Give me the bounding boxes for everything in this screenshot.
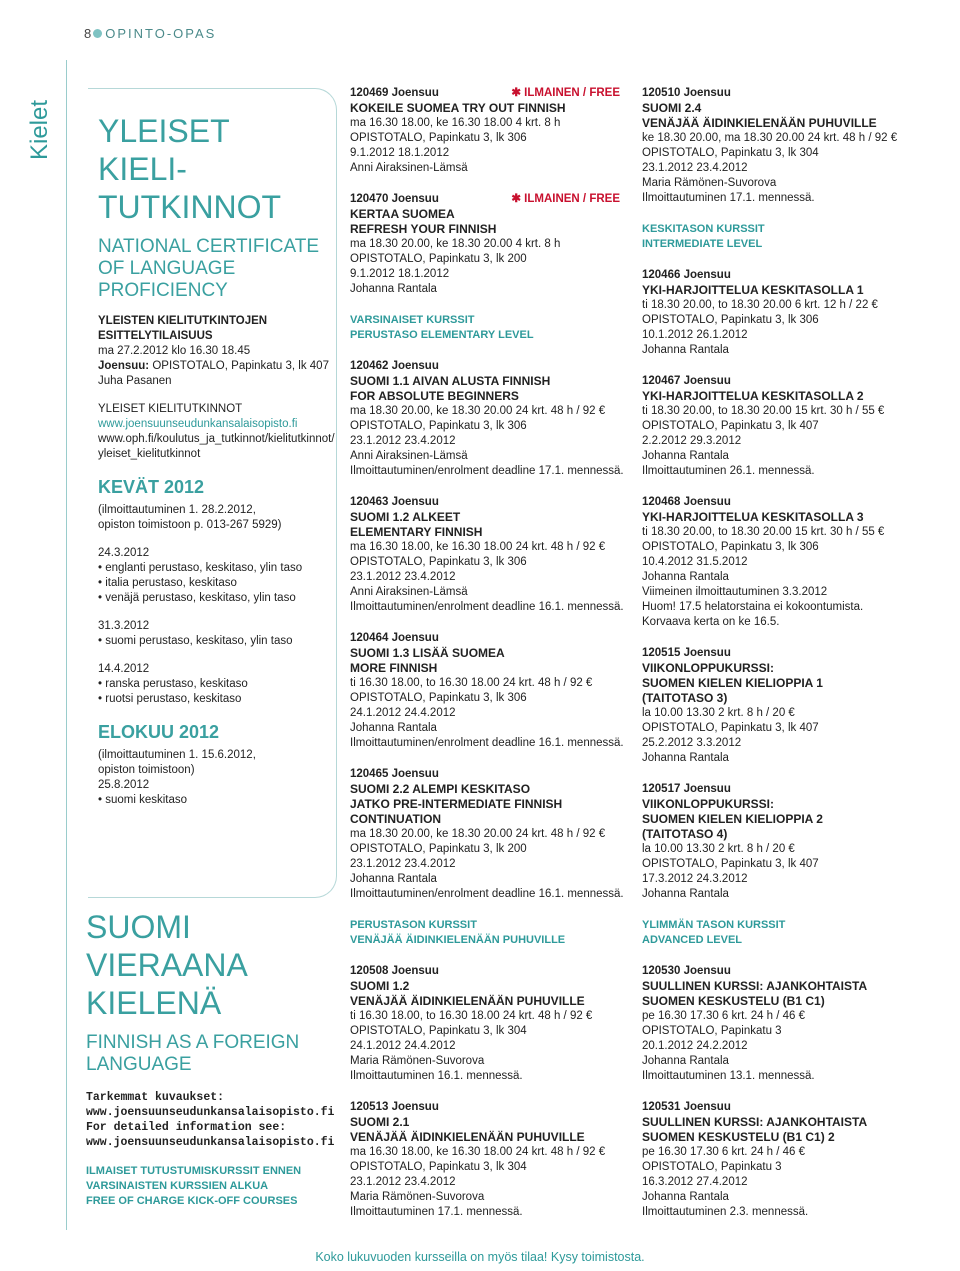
autumn-info: opiston toimistoon) — [98, 764, 195, 776]
course-title: FOR ABSOLUTE BEGINNERS — [350, 389, 519, 403]
course-detail: ti 18.30 20.00, to 18.30 20.00 15 krt. 30 h / 55 € — [642, 405, 885, 417]
category-heading: VARSINAISET KURSSIT — [350, 314, 475, 326]
course-code — [642, 268, 902, 283]
course-code — [350, 631, 620, 646]
free-note: ILMAISET TUTUSTUMISKURSSIT ENNEN — [86, 1165, 302, 1177]
exam-item: • venäjä perustaso, keskitaso, ylin taso — [98, 591, 330, 606]
exam-item: • englanti perustaso, keskitaso, ylin taso — [98, 561, 330, 576]
course-detail: OPISTOTALO, Papinkatu 3, lk 306 — [350, 420, 527, 432]
course-detail: Johanna Rantala — [350, 283, 437, 295]
course-title: SUOMI 2.2 ALEMPI KESKITASO — [350, 782, 531, 796]
course-title: SUOMI 1.2 — [350, 979, 410, 993]
course-detail: OPISTOTALO, Papinkatu 3, lk 407 — [642, 420, 819, 432]
event-place — [98, 359, 330, 374]
free-badge — [511, 192, 620, 207]
course-code — [350, 1100, 620, 1115]
spring-heading: KEVÄT 2012 — [98, 477, 205, 497]
course-detail: ma 18.30 20.00, ke 18.30 20.00 24 krt. 48 h / 92 € — [350, 828, 606, 840]
course-detail: OPISTOTALO, Papinkatu 3, lk 306 — [642, 541, 819, 553]
course-entry — [642, 1100, 902, 1220]
main-title — [98, 112, 330, 226]
side-divider — [66, 60, 67, 1230]
exam-date: 14.4.2012 — [98, 663, 150, 675]
course-title: SUULLINEN KURSSI: AJANKOHTAISTA — [642, 979, 868, 993]
course-detail: Maria Rämönen-Suvorova — [350, 1191, 485, 1203]
link[interactable]: yleiset_kielitutkinnot — [98, 448, 201, 460]
course-detail: ti 16.30 18.00, to 16.30 18.00 24 krt. 48 h / 92 € — [350, 1010, 593, 1022]
category-heading: PERUSTASON KURSSIT — [350, 919, 477, 931]
course-detail: ti 18.30 20.00, to 18.30 20.00 6 krt. 12 h / 22 € — [642, 299, 878, 311]
course-title: VENÄJÄÄ ÄIDINKIELENÄÄN PUHUVILLE — [350, 994, 585, 1008]
course-title: YKI-HARJOITTELUA KESKITASOLLA 3 — [642, 510, 864, 524]
course-entry — [642, 495, 902, 630]
course-code — [642, 782, 902, 797]
category-heading: PERUSTASO ELEMENTARY LEVEL — [350, 329, 534, 341]
course-code-text: 120517 Joensuu — [642, 783, 731, 795]
course-detail: Johanna Rantala — [642, 450, 729, 462]
course-code-text: 120469 Joensuu — [350, 87, 439, 99]
more-info-link[interactable]: www.joensuunseudunkansalaisopisto.fi — [86, 1106, 335, 1119]
event-person: Juha Pasanen — [98, 375, 172, 387]
section-subtitle — [86, 1032, 326, 1076]
course-title: SUOMI 1.2 ALKEET — [350, 510, 461, 524]
course-detail: Anni Airaksinen-Lämsä — [350, 162, 468, 174]
course-detail: ti 18.30 20.00, to 18.30 20.00 15 krt. 30 h / 55 € — [642, 526, 885, 538]
course-code — [350, 86, 620, 101]
title-line: KIELI- — [98, 151, 187, 187]
course-detail: ma 16.30 18.00, ke 16.30 18.00 4 krt. 8 h — [350, 117, 561, 129]
course-detail: 17.3.2012 24.3.2012 — [642, 873, 748, 885]
course-code-text: 120464 Joensuu — [350, 632, 439, 644]
footer-note: Koko lukuvuoden kursseilla on myös tilaa! Kysy toimistosta. — [315, 1250, 645, 1264]
section-title: SUOMI — [86, 909, 191, 945]
course-code-text: 120463 Joensuu — [350, 496, 439, 508]
left-column — [98, 112, 335, 808]
autumn-info: 25.8.2012 — [98, 779, 150, 791]
course-detail: Ilmoittautuminen/enrolment deadline 16.1. mennessä. — [350, 737, 624, 749]
course-entry — [642, 646, 902, 766]
event-place-city: Joensuu: — [98, 360, 150, 372]
subtitle-line: OF LANGUAGE — [98, 258, 236, 279]
subtitle-line: PROFICIENCY — [98, 280, 228, 301]
course-detail: Ilmoittautuminen/enrolment deadline 16.1. mennessä. — [350, 601, 624, 613]
course-detail: OPISTOTALO, Papinkatu 3, lk 200 — [350, 843, 527, 855]
course-detail: 10.1.2012 26.1.2012 — [642, 329, 748, 341]
course-detail: 9.1.2012 18.1.2012 — [350, 147, 450, 159]
subtitle — [98, 236, 330, 302]
header-dot-icon — [93, 29, 102, 38]
course-code-text: 120508 Joensuu — [350, 965, 439, 977]
category-heading: VENÄJÄÄ ÄIDINKIELENÄÄN PUHUVILLE — [350, 934, 566, 946]
free-note: FREE OF CHARGE KICK-OFF COURSES — [86, 1195, 298, 1207]
course-code — [350, 192, 620, 207]
course-code-text: 120531 Joensuu — [642, 1101, 731, 1113]
category-heading: YLIMMÄN TASON KURSSIT — [642, 919, 786, 931]
free-label: ILMAINEN / FREE — [524, 87, 620, 99]
course-title: KOKEILE SUOMEA TRY OUT FINNISH — [350, 101, 566, 115]
page-header — [84, 26, 216, 41]
right-column — [642, 86, 902, 1236]
course-title: (TAITOTASO 4) — [642, 827, 728, 841]
course-detail: Johanna Rantala — [350, 722, 437, 734]
course-detail: OPISTOTALO, Papinkatu 3, lk 306 — [350, 556, 527, 568]
course-detail: ti 16.30 18.00, to 16.30 18.00 24 krt. 48 h / 92 € — [350, 677, 593, 689]
course-detail: pe 16.30 17.30 6 krt. 24 h / 46 € — [642, 1146, 806, 1158]
course-detail: 9.1.2012 18.1.2012 — [350, 268, 450, 280]
exam-item: • ranska perustaso, keskitaso — [98, 677, 330, 692]
course-title: REFRESH YOUR FINNISH — [350, 222, 497, 236]
course-detail: Maria Rämönen-Suvorova — [642, 177, 777, 189]
course-detail: 24.1.2012 24.4.2012 — [350, 707, 456, 719]
course-detail: 23.1.2012 23.4.2012 — [350, 1176, 456, 1188]
course-entry — [642, 374, 902, 479]
course-code-text: 120510 Joensuu — [642, 87, 731, 99]
category-block — [350, 918, 620, 948]
course-detail: pe 16.30 17.30 6 krt. 24 h / 46 € — [642, 1010, 806, 1022]
course-detail: Maria Rämönen-Suvorova — [350, 1055, 485, 1067]
course-title: VIIKONLOPPUKURSSI: — [642, 661, 775, 675]
course-entry — [350, 964, 620, 1084]
finnish-section — [86, 908, 335, 1209]
course-entry — [642, 964, 902, 1084]
course-title: SUOMI 2.4 — [642, 101, 702, 115]
course-detail: OPISTOTALO, Papinkatu 3, lk 306 — [350, 132, 527, 144]
course-detail: la 10.00 13.30 2 krt. 8 h / 20 € — [642, 707, 795, 719]
course-detail: OPISTOTALO, Papinkatu 3, lk 200 — [350, 253, 527, 265]
star-icon: ✱ — [511, 87, 525, 99]
section-title: VIERAANA — [86, 947, 248, 983]
course-detail: Ilmoittautuminen/enrolment deadline 16.1. mennessä. — [350, 888, 624, 900]
section-title: KIELENÄ — [86, 985, 222, 1021]
course-detail: Ilmoittautuminen 16.1. mennessä. — [350, 1070, 523, 1082]
course-detail: Ilmoittautuminen 13.1. mennessä. — [642, 1070, 815, 1082]
course-title: CONTINUATION — [350, 812, 442, 826]
course-title: SUOMEN KIELEN KIELIOPPIA 1 — [642, 676, 823, 690]
exam-date: 31.3.2012 — [98, 620, 150, 632]
course-detail: 20.1.2012 24.2.2012 — [642, 1040, 748, 1052]
page-number: 8 — [84, 26, 92, 41]
course-detail: Johanna Rantala — [642, 1191, 729, 1203]
event-title: YLEISTEN KIELITUTKINTOJEN — [98, 315, 268, 327]
course-title: VIIKONLOPPUKURSSI: — [642, 797, 775, 811]
course-code — [350, 495, 620, 510]
course-entry — [350, 767, 624, 902]
course-detail: 24.1.2012 24.4.2012 — [350, 1040, 456, 1052]
course-detail: 16.3.2012 27.4.2012 — [642, 1176, 748, 1188]
course-detail: Ilmoittautuminen/enrolment deadline 17.1. mennessä. — [350, 465, 624, 477]
course-code-text: 120468 Joensuu — [642, 496, 731, 508]
course-detail: Johanna Rantala — [642, 344, 729, 356]
course-code — [350, 964, 620, 979]
category-heading: INTERMEDIATE LEVEL — [642, 238, 763, 250]
event-time: ma 27.2.2012 klo 16.30 18.45 — [98, 345, 251, 357]
spring-info: (ilmoittautuminen 1. 28.2.2012, — [98, 504, 256, 516]
subtitle-line: NATIONAL CERTIFICATE — [98, 236, 319, 257]
autumn-info: (ilmoittautuminen 1. 15.6.2012, — [98, 749, 256, 761]
course-detail: Ilmoittautuminen 26.1. mennessä. — [642, 465, 815, 477]
course-detail: OPISTOTALO, Papinkatu 3 — [642, 1161, 782, 1173]
course-title: VENÄJÄÄ ÄIDINKIELENÄÄN PUHUVILLE — [350, 1130, 585, 1144]
course-code-text: 120466 Joensuu — [642, 269, 731, 281]
course-title: VENÄJÄÄ ÄIDINKIELENÄÄN PUHUVILLE — [642, 116, 877, 130]
exam-item: • ruotsi perustaso, keskitaso — [98, 692, 330, 707]
middle-column — [350, 86, 624, 1236]
course-entry — [350, 359, 624, 479]
course-title: MORE FINNISH — [350, 661, 438, 675]
course-detail: Huom! 17.5 helatorstaina ei kokoontumista. — [642, 601, 864, 613]
course-detail: ma 18.30 20.00, ke 18.30 20.00 4 krt. 8 h — [350, 238, 561, 250]
free-note: VARSINAISTEN KURSSIEN ALKUA — [86, 1180, 269, 1192]
course-detail: Anni Airaksinen-Lämsä — [350, 450, 468, 462]
category-heading: KESKITASON KURSSIT — [642, 223, 765, 235]
course-detail: Johanna Rantala — [350, 873, 437, 885]
course-detail: 23.1.2012 23.4.2012 — [642, 162, 748, 174]
course-code — [642, 86, 902, 101]
category-block — [642, 918, 902, 948]
course-detail: OPISTOTALO, Papinkatu 3, lk 304 — [350, 1161, 527, 1173]
course-detail: OPISTOTALO, Papinkatu 3, lk 304 — [642, 147, 819, 159]
course-title: ELEMENTARY FINNISH — [350, 525, 483, 539]
course-title: SUOMEN KIELEN KIELIOPPIA 2 — [642, 812, 823, 826]
course-code-text: 120465 Joensuu — [350, 768, 439, 780]
course-entry — [350, 631, 624, 751]
course-title: (TAITOTASO 3) — [642, 691, 728, 705]
course-code-text: 120515 Joensuu — [642, 647, 731, 659]
title-line: YLEISET — [98, 113, 230, 149]
course-detail: Johanna Rantala — [642, 1055, 729, 1067]
course-entry — [642, 782, 902, 902]
course-title: YKI-HARJOITTELUA KESKITASOLLA 2 — [642, 389, 864, 403]
more-info-label: Tarkemmat kuvaukset: — [86, 1091, 225, 1104]
course-code-text: 120513 Joensuu — [350, 1101, 439, 1113]
course-detail: Johanna Rantala — [642, 888, 729, 900]
course-entry — [350, 495, 624, 615]
course-detail: ke 18.30 20.00, ma 18.30 20.00 24 krt. 48 h / 92 € — [642, 132, 898, 144]
course-code-text: 120530 Joensuu — [642, 965, 731, 977]
event-place-text: OPISTOTALO, Papinkatu 3, lk 407 — [152, 360, 329, 372]
section-subtitle-line: FINNISH AS A FOREIGN — [86, 1032, 300, 1053]
course-title: YKI-HARJOITTELUA KESKITASOLLA 1 — [642, 283, 864, 297]
course-entry — [350, 86, 620, 176]
spring-info: opiston toimistoon p. 013-267 5929) — [98, 519, 282, 531]
course-title: SUOMEN KESKUSTELU (B1 C1) 2 — [642, 1130, 835, 1144]
course-detail: 23.1.2012 23.4.2012 — [350, 435, 456, 447]
star-icon: ✱ — [511, 193, 525, 205]
event-title: ESITTELYTILAISUUS — [98, 330, 213, 342]
course-detail: OPISTOTALO, Papinkatu 3, lk 407 — [642, 722, 819, 734]
course-entry — [350, 1100, 620, 1220]
course-title: SUOMI 2.1 — [350, 1115, 410, 1129]
course-title: SUULLINEN KURSSI: AJANKOHTAISTA — [642, 1115, 868, 1129]
course-entry — [642, 86, 902, 206]
more-info-link[interactable]: www.joensuunseudunkansalaisopisto.fi — [86, 1136, 335, 1149]
course-title: SUOMI 1.3 LISÄÄ SUOMEA — [350, 646, 505, 660]
free-label: ILMAINEN / FREE — [524, 193, 620, 205]
course-code-text: 120467 Joensuu — [642, 375, 731, 387]
course-title: KERTAA SUOMEA — [350, 207, 455, 221]
course-detail: Ilmoittautuminen 2.3. mennessä. — [642, 1206, 809, 1218]
course-detail: Ilmoittautuminen 17.1. mennessä. — [350, 1206, 523, 1218]
course-detail: Johanna Rantala — [642, 571, 729, 583]
link[interactable]: www.oph.fi/koulutus_ja_tutkinnot/kielitutkinnot/ — [98, 433, 335, 445]
title-line: TUTKINNOT — [98, 189, 282, 225]
course-code — [642, 646, 902, 661]
course-code — [350, 359, 620, 374]
course-detail: 10.4.2012 31.5.2012 — [642, 556, 748, 568]
section-subtitle-line: LANGUAGE — [86, 1054, 192, 1075]
course-detail: OPISTOTALO, Papinkatu 3, lk 304 — [350, 1025, 527, 1037]
category-block — [642, 222, 902, 252]
section-label: Kielet — [26, 99, 53, 160]
course-code — [350, 767, 620, 782]
course-detail: 23.1.2012 23.4.2012 — [350, 858, 456, 870]
exam-item: • italia perustaso, keskitaso — [98, 576, 330, 591]
course-code — [642, 964, 902, 979]
more-info-label: For detailed information see: — [86, 1121, 287, 1134]
course-code — [642, 374, 902, 389]
autumn-heading: ELOKUU 2012 — [98, 722, 220, 742]
course-detail: ma 18.30 20.00, ke 18.30 20.00 24 krt. 48 h / 92 € — [350, 405, 606, 417]
course-detail: Anni Airaksinen-Lämsä — [350, 586, 468, 598]
course-code-text: 120470 Joensuu — [350, 193, 439, 205]
course-detail: ma 16.30 18.00, ke 16.30 18.00 24 krt. 48 h / 92 € — [350, 1146, 606, 1158]
links-title: YLEISET KIELITUTKINNOT — [98, 403, 243, 415]
exam-item: • suomi perustaso, keskitaso, ylin taso — [98, 634, 330, 649]
link[interactable]: www.joensuunseudunkansalaisopisto.fi — [98, 418, 298, 430]
course-detail: Ilmoittautuminen 17.1. mennessä. — [642, 192, 815, 204]
course-title: JATKO PRE-INTERMEDIATE FINNISH — [350, 797, 563, 811]
course-detail: OPISTOTALO, Papinkatu 3, lk 306 — [642, 314, 819, 326]
exam-item: • suomi keskitaso — [98, 793, 330, 808]
course-detail: OPISTOTALO, Papinkatu 3, lk 407 — [642, 858, 819, 870]
course-title: SUOMI 1.1 AIVAN ALUSTA FINNISH — [350, 374, 551, 388]
publication-title: OPINTO-OPAS — [105, 26, 217, 41]
free-badge — [511, 86, 620, 101]
course-detail: 2.2.2012 29.3.2012 — [642, 435, 742, 447]
course-code — [642, 495, 902, 510]
course-code-text: 120462 Joensuu — [350, 360, 439, 372]
course-code — [642, 1100, 902, 1115]
course-detail: OPISTOTALO, Papinkatu 3, lk 306 — [350, 692, 527, 704]
course-entry — [642, 268, 902, 358]
course-entry — [350, 192, 620, 297]
course-detail: ma 16.30 18.00, ke 16.30 18.00 24 krt. 48 h / 92 € — [350, 541, 606, 553]
course-detail: la 10.00 13.30 2 krt. 8 h / 20 € — [642, 843, 795, 855]
course-detail: Viimeinen ilmoittautuminen 3.3.2012 — [642, 586, 828, 598]
course-detail: Korvaava kerta on ke 16.5. — [642, 616, 780, 628]
course-detail: OPISTOTALO, Papinkatu 3 — [642, 1025, 782, 1037]
exam-date: 24.3.2012 — [98, 547, 150, 559]
course-detail: 25.2.2012 3.3.2012 — [642, 737, 742, 749]
category-block — [350, 313, 620, 343]
course-detail: Johanna Rantala — [642, 752, 729, 764]
category-heading: ADVANCED LEVEL — [642, 934, 743, 946]
course-detail: 23.1.2012 23.4.2012 — [350, 571, 456, 583]
course-title: SUOMEN KESKUSTELU (B1 C1) — [642, 994, 825, 1008]
